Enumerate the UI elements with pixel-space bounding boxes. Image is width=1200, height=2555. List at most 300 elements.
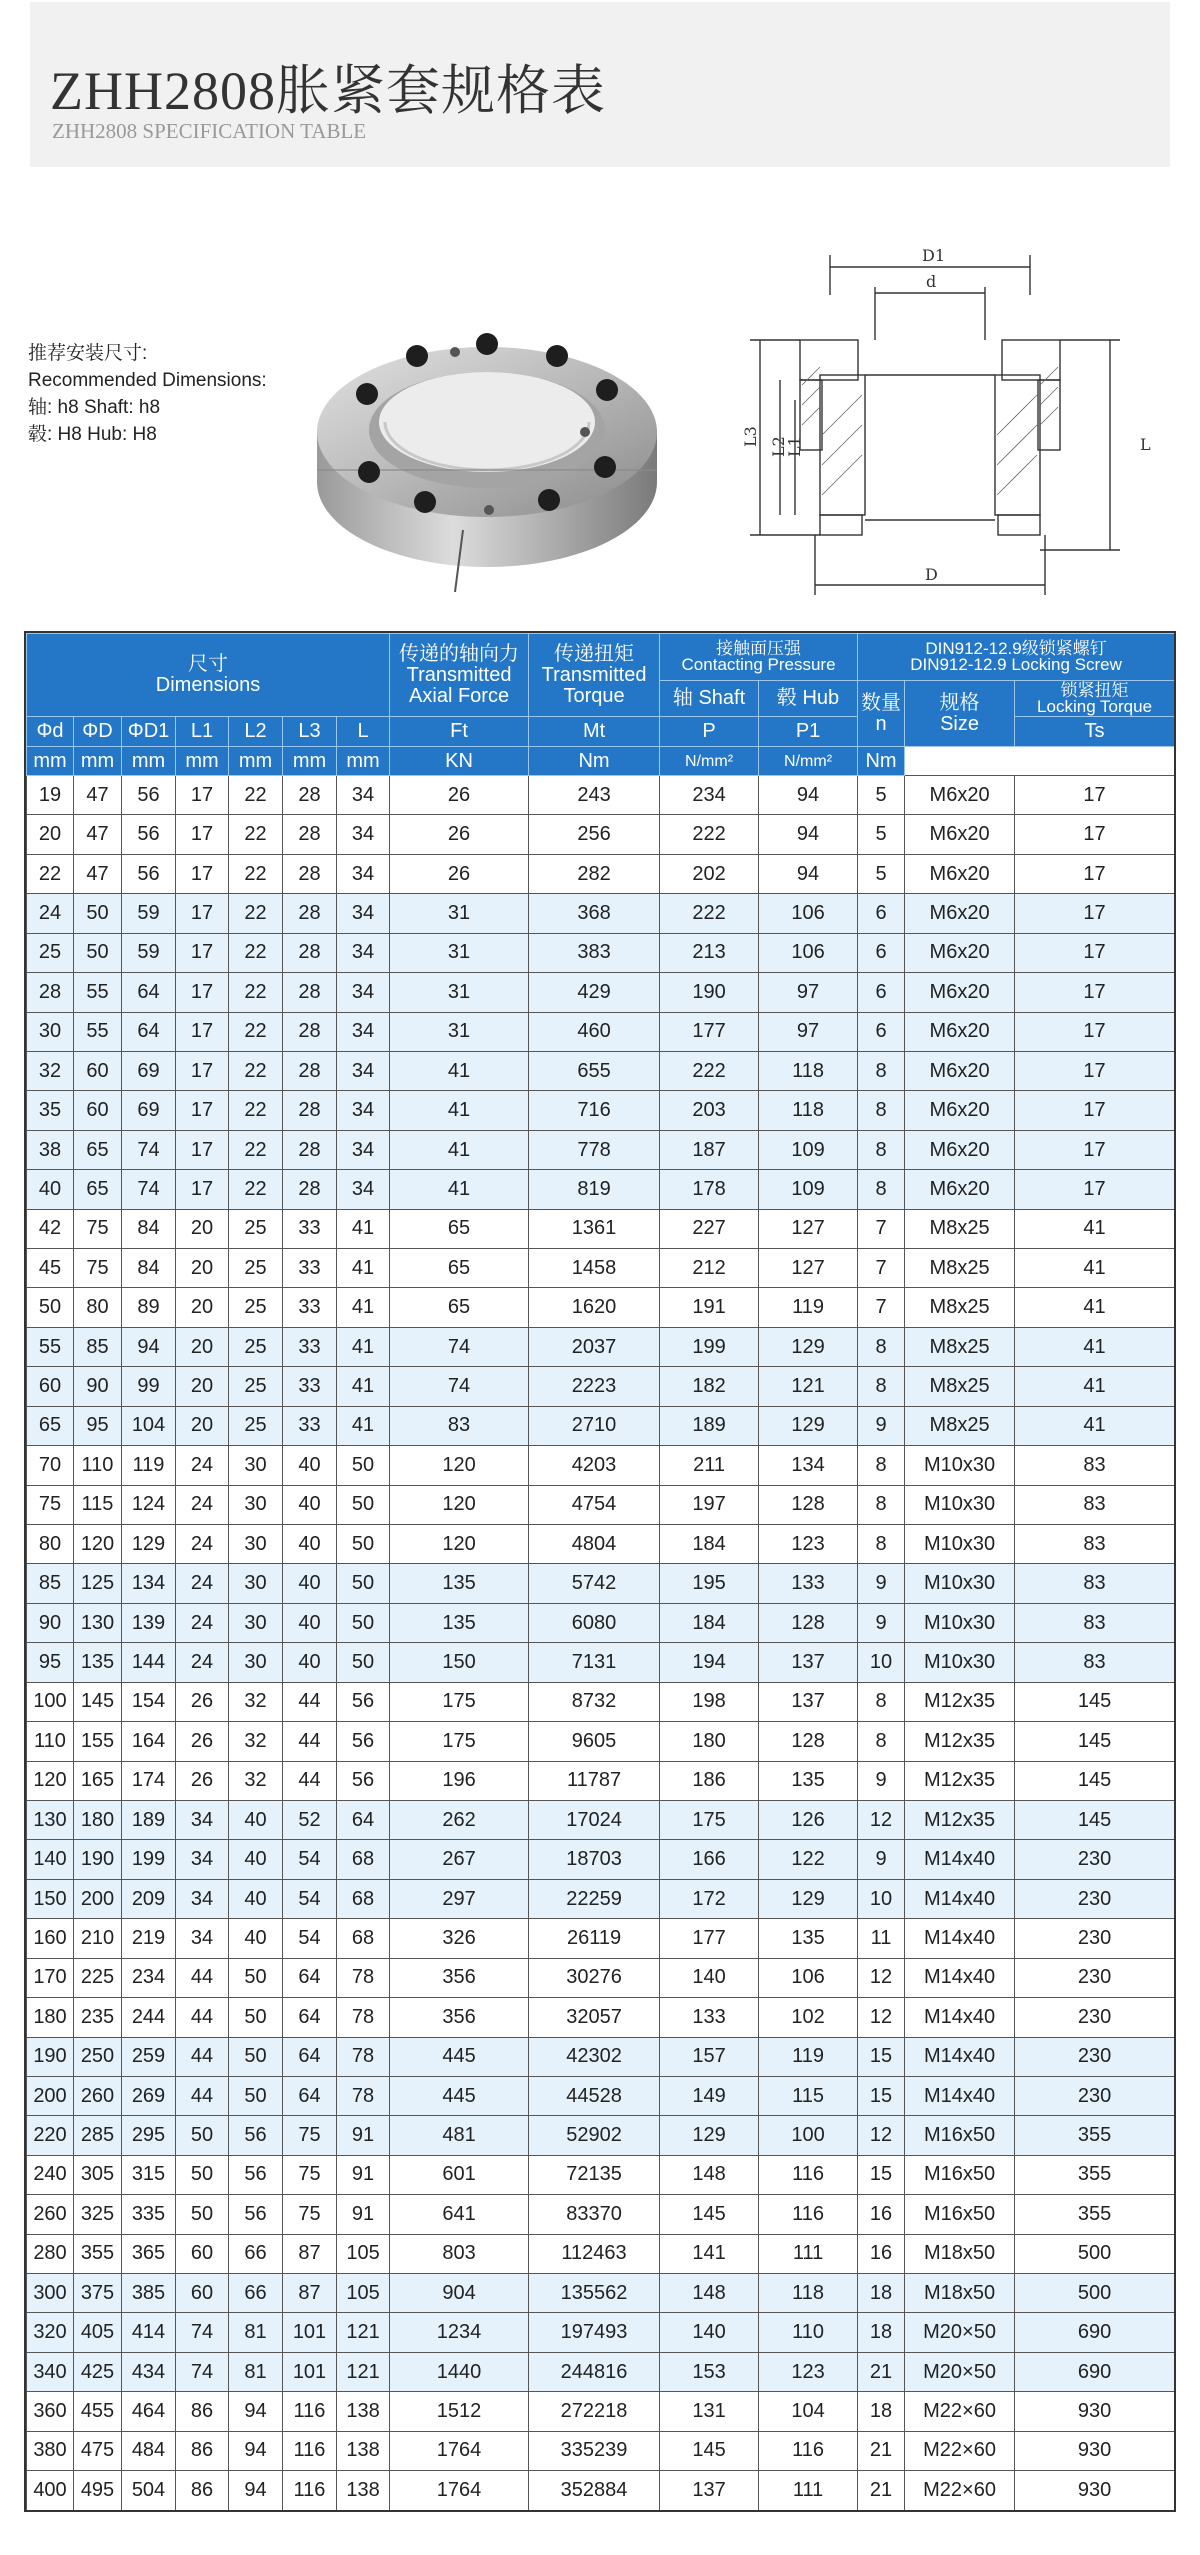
table-cell: M8x25 <box>905 1249 1015 1288</box>
table-cell: 230 <box>1015 1840 1175 1879</box>
table-cell: 94 <box>759 854 858 893</box>
table-cell: 50 <box>229 1958 283 1997</box>
table-cell: 30 <box>229 1564 283 1603</box>
table-cell: 267 <box>390 1840 529 1879</box>
table-cell: 34 <box>337 1012 390 1051</box>
header-torque: 传递扭矩 Transmitted Torque <box>529 634 660 717</box>
header-unit: mm <box>283 747 337 776</box>
table-cell: 164 <box>122 1722 176 1761</box>
table-cell: 31 <box>390 1012 529 1051</box>
table-cell: 26 <box>390 776 529 815</box>
table-cell: 34 <box>337 815 390 854</box>
table-cell: 24 <box>176 1485 229 1524</box>
table-row <box>27 1367 1175 1406</box>
table-cell: 213 <box>660 933 759 972</box>
table-cell: 135562 <box>529 2274 660 2313</box>
table-cell: 42 <box>27 1209 74 1248</box>
table-cell: 189 <box>122 1800 176 1839</box>
table-cell: 86 <box>176 2431 229 2470</box>
table-cell: 100 <box>759 2116 858 2155</box>
table-cell: 74 <box>176 2313 229 2352</box>
header-unit: Nm <box>529 747 660 776</box>
table-cell: 101 <box>283 2352 337 2391</box>
table-cell: 414 <box>122 2313 176 2352</box>
table-cell: 64 <box>122 973 176 1012</box>
table-cell: M6x20 <box>905 854 1015 893</box>
table-cell: 89 <box>122 1288 176 1327</box>
table-row <box>27 2392 1175 2431</box>
table-cell: 400 <box>27 2471 74 2510</box>
table-cell: 65 <box>390 1209 529 1248</box>
table-row <box>27 1485 1175 1524</box>
table-cell: M16x50 <box>905 2116 1015 2155</box>
table-cell: M6x20 <box>905 1130 1015 1169</box>
label-D: D <box>925 565 938 584</box>
table-cell: 18 <box>858 2313 905 2352</box>
page-subtitle: ZHH2808 SPECIFICATION TABLE <box>52 119 367 143</box>
table-cell: 19 <box>27 776 74 815</box>
table-cell: 50 <box>337 1525 390 1564</box>
table-cell: 355 <box>1015 2116 1175 2155</box>
table-cell: 91 <box>337 2195 390 2234</box>
table-cell: 34 <box>337 894 390 933</box>
table-cell: 31 <box>390 933 529 972</box>
header-qty: 数量 n <box>858 681 905 747</box>
header-unit: N/mm² <box>759 747 858 776</box>
table-row <box>27 1603 1175 1642</box>
table-cell: 50 <box>74 894 122 933</box>
table-cell: 66 <box>229 2274 283 2313</box>
table-cell: 234 <box>660 776 759 815</box>
table-row <box>27 2431 1175 2470</box>
table-cell: 99 <box>122 1367 176 1406</box>
table-cell: M12x35 <box>905 1682 1015 1721</box>
table-row <box>27 2471 1175 2510</box>
table-cell: 222 <box>660 894 759 933</box>
table-cell: 135 <box>759 1919 858 1958</box>
table-cell: 212 <box>660 1249 759 1288</box>
table-cell: 184 <box>660 1603 759 1642</box>
table-cell: 140 <box>660 2313 759 2352</box>
table-cell: 18703 <box>529 1840 660 1879</box>
technical-drawing <box>700 225 1170 610</box>
table-row <box>27 1288 1175 1327</box>
table-cell: 25 <box>229 1406 283 1445</box>
table-cell: 17 <box>176 973 229 1012</box>
table-cell: 41 <box>390 1170 529 1209</box>
table-cell: 500 <box>1015 2274 1175 2313</box>
table-cell: 74 <box>122 1130 176 1169</box>
table-cell: 464 <box>122 2392 176 2431</box>
table-cell: 65 <box>390 1288 529 1327</box>
table-cell: 91 <box>337 2116 390 2155</box>
table-cell: 166 <box>660 1840 759 1879</box>
table-cell: 260 <box>74 2076 122 2115</box>
table-cell: 116 <box>283 2471 337 2510</box>
table-cell: 128 <box>759 1722 858 1761</box>
table-cell: 26 <box>176 1722 229 1761</box>
table-cell: 17 <box>176 815 229 854</box>
table-cell: 50 <box>27 1288 74 1327</box>
table-cell: M12x35 <box>905 1800 1015 1839</box>
table-cell: 24 <box>176 1446 229 1485</box>
table-cell: M6x20 <box>905 1170 1015 1209</box>
table-cell: 31 <box>390 894 529 933</box>
table-cell: 74 <box>122 1170 176 1209</box>
table-cell: M18x50 <box>905 2274 1015 2313</box>
table-cell: 1361 <box>529 1209 660 1248</box>
table-cell: 26 <box>176 1682 229 1721</box>
table-cell: 120 <box>390 1525 529 1564</box>
table-row <box>27 1249 1175 1288</box>
table-cell: 180 <box>74 1800 122 1839</box>
table-cell: 22 <box>229 815 283 854</box>
table-cell: 6 <box>858 894 905 933</box>
table-cell: 50 <box>337 1564 390 1603</box>
table-cell: 21 <box>858 2471 905 2510</box>
table-cell: 28 <box>283 1130 337 1169</box>
table-cell: 101 <box>283 2313 337 2352</box>
table-cell: 56 <box>229 2155 283 2194</box>
table-cell: 28 <box>283 1091 337 1130</box>
table-cell: 20 <box>176 1249 229 1288</box>
table-cell: 52 <box>283 1800 337 1839</box>
table-cell: 22 <box>229 1170 283 1209</box>
table-cell: 41 <box>337 1209 390 1248</box>
table-cell: 112463 <box>529 2234 660 2273</box>
table-cell: 30276 <box>529 1958 660 1997</box>
table-row <box>27 1682 1175 1721</box>
table-cell: 120 <box>390 1485 529 1524</box>
header-locking-screw: DIN912-12.9级锁紧螺钉 DIN912-12.9 Locking Screw <box>858 634 1175 681</box>
table-cell: 130 <box>27 1800 74 1839</box>
table-cell: 116 <box>759 2195 858 2234</box>
table-cell: 120 <box>74 1525 122 1564</box>
table-cell: 125 <box>74 1564 122 1603</box>
table-cell: 129 <box>660 2116 759 2155</box>
table-cell: 17 <box>1015 815 1175 854</box>
table-cell: 94 <box>759 815 858 854</box>
recommended-line: 推荐安装尺寸: <box>28 343 148 364</box>
table-cell: 269 <box>122 2076 176 2115</box>
table-cell: M10x30 <box>905 1485 1015 1524</box>
table-cell: 219 <box>122 1919 176 1958</box>
table-cell: 102 <box>759 1998 858 2037</box>
table-cell: 28 <box>283 1012 337 1051</box>
table-cell: 42302 <box>529 2037 660 2076</box>
table-cell: 133 <box>660 1998 759 2037</box>
title-banner <box>30 2 1170 167</box>
header-symbol: Mt <box>529 717 660 747</box>
table-cell: 230 <box>1015 1958 1175 1997</box>
table-row <box>27 1643 1175 1682</box>
table-cell: 25 <box>229 1288 283 1327</box>
header-contact-pressure: 接触面压强 Contacting Pressure <box>660 634 858 681</box>
table-cell: 104 <box>759 2392 858 2431</box>
table-cell: 44 <box>176 2076 229 2115</box>
table-cell: 120 <box>27 1761 74 1800</box>
table-cell: 34 <box>176 1800 229 1839</box>
table-row <box>27 776 1175 815</box>
table-cell: 83 <box>1015 1564 1175 1603</box>
table-cell: 17 <box>1015 1091 1175 1130</box>
table-cell: 5 <box>858 854 905 893</box>
table-cell: 74 <box>176 2352 229 2391</box>
table-cell: 9 <box>858 1840 905 1879</box>
table-cell: 230 <box>1015 1919 1175 1958</box>
table-cell: 106 <box>759 1958 858 1997</box>
table-cell: 44 <box>283 1722 337 1761</box>
table-cell: 24 <box>176 1564 229 1603</box>
table-cell: 34 <box>176 1919 229 1958</box>
table-cell: 47 <box>74 854 122 893</box>
table-cell: 30 <box>229 1485 283 1524</box>
table-cell: 9605 <box>529 1722 660 1761</box>
table-cell: 116 <box>759 2155 858 2194</box>
table-cell: 383 <box>529 933 660 972</box>
table-cell: 75 <box>74 1249 122 1288</box>
table-cell: 904 <box>390 2274 529 2313</box>
table-cell: 434 <box>122 2352 176 2391</box>
table-cell: 65 <box>74 1170 122 1209</box>
table-cell: 17 <box>176 933 229 972</box>
table-cell: 20 <box>27 815 74 854</box>
table-cell: 122 <box>759 1840 858 1879</box>
table-cell: 91 <box>337 2155 390 2194</box>
table-cell: M14x40 <box>905 2076 1015 2115</box>
table-cell: 54 <box>283 1919 337 1958</box>
table-cell: 54 <box>283 1840 337 1879</box>
table-cell: 234 <box>122 1958 176 1997</box>
table-cell: 145 <box>1015 1800 1175 1839</box>
table-cell: 4804 <box>529 1525 660 1564</box>
table-cell: 282 <box>529 854 660 893</box>
table-cell: 121 <box>337 2352 390 2391</box>
table-cell: 41 <box>337 1327 390 1366</box>
table-cell: 22 <box>229 1051 283 1090</box>
table-cell: 9 <box>858 1603 905 1642</box>
header-symbol: L3 <box>283 717 337 747</box>
table-cell: 50 <box>229 1998 283 2037</box>
table-cell: 30 <box>27 1012 74 1051</box>
table-cell: 137 <box>759 1682 858 1721</box>
table-cell: 149 <box>660 2076 759 2115</box>
table-cell: 225 <box>74 1958 122 1997</box>
table-cell: 1512 <box>390 2392 529 2431</box>
table-cell: 930 <box>1015 2471 1175 2510</box>
table-cell: 481 <box>390 2116 529 2155</box>
table-cell: 40 <box>283 1603 337 1642</box>
table-cell: 175 <box>390 1722 529 1761</box>
table-cell: 8 <box>858 1327 905 1366</box>
table-cell: M8x25 <box>905 1367 1015 1406</box>
table-cell: 230 <box>1015 1998 1175 2037</box>
table-cell: 31 <box>390 973 529 1012</box>
table-cell: 85 <box>27 1564 74 1603</box>
table-cell: 17 <box>176 776 229 815</box>
table-cell: 44 <box>283 1682 337 1721</box>
recommended-line: 轴: h8 Shaft: h8 <box>28 397 161 418</box>
table-cell: M10x30 <box>905 1525 1015 1564</box>
table-cell: 172 <box>660 1879 759 1918</box>
table-cell: M8x25 <box>905 1209 1015 1248</box>
table-cell: 6 <box>858 1012 905 1051</box>
table-cell: 65 <box>74 1130 122 1169</box>
header-unit: mm <box>229 747 283 776</box>
table-cell: 33 <box>283 1249 337 1288</box>
table-cell: 28 <box>283 776 337 815</box>
header-symbol: ΦD <box>74 717 122 747</box>
table-cell: 12 <box>858 1998 905 2037</box>
table-cell: 445 <box>390 2037 529 2076</box>
table-cell: 41 <box>1015 1367 1175 1406</box>
table-cell: 165 <box>74 1761 122 1800</box>
table-cell: 50 <box>229 2037 283 2076</box>
table-cell: 297 <box>390 1879 529 1918</box>
table-row <box>27 933 1175 972</box>
table-cell: 118 <box>759 1051 858 1090</box>
table-cell: 7 <box>858 1249 905 1288</box>
table-cell: 40 <box>283 1643 337 1682</box>
table-cell: 9 <box>858 1406 905 1445</box>
table-cell: 69 <box>122 1051 176 1090</box>
table-cell: 222 <box>660 815 759 854</box>
table-cell: 50 <box>337 1643 390 1682</box>
table-cell: 189 <box>660 1406 759 1445</box>
table-cell: 2037 <box>529 1327 660 1366</box>
table-cell: 94 <box>229 2471 283 2510</box>
table-cell: 137 <box>759 1643 858 1682</box>
table-cell: 28 <box>27 973 74 1012</box>
recommended-line: Recommended Dimensions: <box>28 370 267 391</box>
header-unit: mm <box>176 747 229 776</box>
table-cell: M14x40 <box>905 2037 1015 2076</box>
table-cell: 87 <box>283 2274 337 2313</box>
table-row <box>27 973 1175 1012</box>
table-cell: 244816 <box>529 2352 660 2391</box>
table-cell: 126 <box>759 1800 858 1839</box>
spec-table-container <box>26 633 1174 2510</box>
table-cell: 56 <box>122 776 176 815</box>
table-cell: M8x25 <box>905 1406 1015 1445</box>
table-cell: 150 <box>390 1643 529 1682</box>
table-cell: M10x30 <box>905 1603 1015 1642</box>
table-cell: 41 <box>1015 1249 1175 1288</box>
header-hub: 毂 Hub <box>759 681 858 717</box>
table-row <box>27 2274 1175 2313</box>
table-cell: 8 <box>858 1170 905 1209</box>
table-cell: 81 <box>229 2352 283 2391</box>
table-cell: 28 <box>283 933 337 972</box>
table-cell: 148 <box>660 2155 759 2194</box>
table-cell: 94 <box>759 776 858 815</box>
table-cell: 355 <box>1015 2155 1175 2194</box>
table-cell: 64 <box>337 1800 390 1839</box>
table-cell: 180 <box>660 1722 759 1761</box>
table-cell: 180 <box>27 1998 74 2037</box>
table-cell: 22 <box>229 894 283 933</box>
table-cell: 250 <box>74 2037 122 2076</box>
table-row <box>27 2234 1175 2273</box>
table-cell: 41 <box>337 1249 390 1288</box>
header-unit: mm <box>122 747 176 776</box>
table-cell: 97 <box>759 973 858 1012</box>
table-cell: 196 <box>390 1761 529 1800</box>
table-cell: 24 <box>176 1603 229 1642</box>
table-cell: 138 <box>337 2471 390 2510</box>
table-cell: 10 <box>858 1879 905 1918</box>
table-cell: 8 <box>858 1446 905 1485</box>
table-cell: 190 <box>74 1840 122 1879</box>
header-dimensions: 尺寸 Dimensions <box>27 634 390 717</box>
table-cell: 70 <box>27 1446 74 1485</box>
table-cell: 74 <box>390 1327 529 1366</box>
table-cell: 41 <box>1015 1406 1175 1445</box>
table-cell: 129 <box>759 1406 858 1445</box>
table-cell: 56 <box>229 2116 283 2155</box>
table-cell: 12 <box>858 1958 905 1997</box>
table-cell: 24 <box>176 1643 229 1682</box>
table-cell: 10 <box>858 1643 905 1682</box>
table-cell: 130 <box>74 1603 122 1642</box>
table-cell: 30 <box>229 1643 283 1682</box>
table-cell: 335 <box>122 2195 176 2234</box>
table-cell: 83 <box>1015 1525 1175 1564</box>
table-row <box>27 1840 1175 1879</box>
table-cell: M6x20 <box>905 815 1015 854</box>
table-row <box>27 2313 1175 2352</box>
table-cell: M6x20 <box>905 1012 1015 1051</box>
table-cell: 34 <box>337 973 390 1012</box>
table-cell: 50 <box>337 1446 390 1485</box>
table-cell: 256 <box>529 815 660 854</box>
table-cell: 1620 <box>529 1288 660 1327</box>
table-cell: 25 <box>229 1249 283 1288</box>
table-cell: 154 <box>122 1682 176 1721</box>
table-cell: 119 <box>759 1288 858 1327</box>
table-cell: 28 <box>283 854 337 893</box>
table-cell: 145 <box>1015 1761 1175 1800</box>
table-cell: 655 <box>529 1051 660 1090</box>
table-cell: 15 <box>858 2155 905 2194</box>
table-cell: 116 <box>283 2431 337 2470</box>
table-cell: 20 <box>176 1209 229 1248</box>
table-row <box>27 1879 1175 1918</box>
table-cell: 199 <box>660 1327 759 1366</box>
table-cell: 40 <box>229 1919 283 1958</box>
table-cell: 144 <box>122 1643 176 1682</box>
table-cell: 50 <box>176 2195 229 2234</box>
table-cell: 135 <box>390 1564 529 1603</box>
table-cell: 41 <box>390 1130 529 1169</box>
table-cell: 74 <box>390 1367 529 1406</box>
table-cell: 305 <box>74 2155 122 2194</box>
table-cell: 50 <box>229 2076 283 2115</box>
table-cell: 65 <box>390 1249 529 1288</box>
table-cell: 83 <box>1015 1643 1175 1682</box>
table-cell: 22 <box>229 973 283 1012</box>
table-cell: 7 <box>858 1209 905 1248</box>
table-row <box>27 1800 1175 1839</box>
page-title: ZHH2808胀紧套规格表 <box>50 61 606 121</box>
table-cell: 34 <box>337 1130 390 1169</box>
table-cell: 47 <box>74 776 122 815</box>
table-cell: 1440 <box>390 2352 529 2391</box>
table-cell: 601 <box>390 2155 529 2194</box>
table-cell: 6 <box>858 933 905 972</box>
table-cell: 17 <box>176 1130 229 1169</box>
table-cell: 56 <box>337 1682 390 1721</box>
